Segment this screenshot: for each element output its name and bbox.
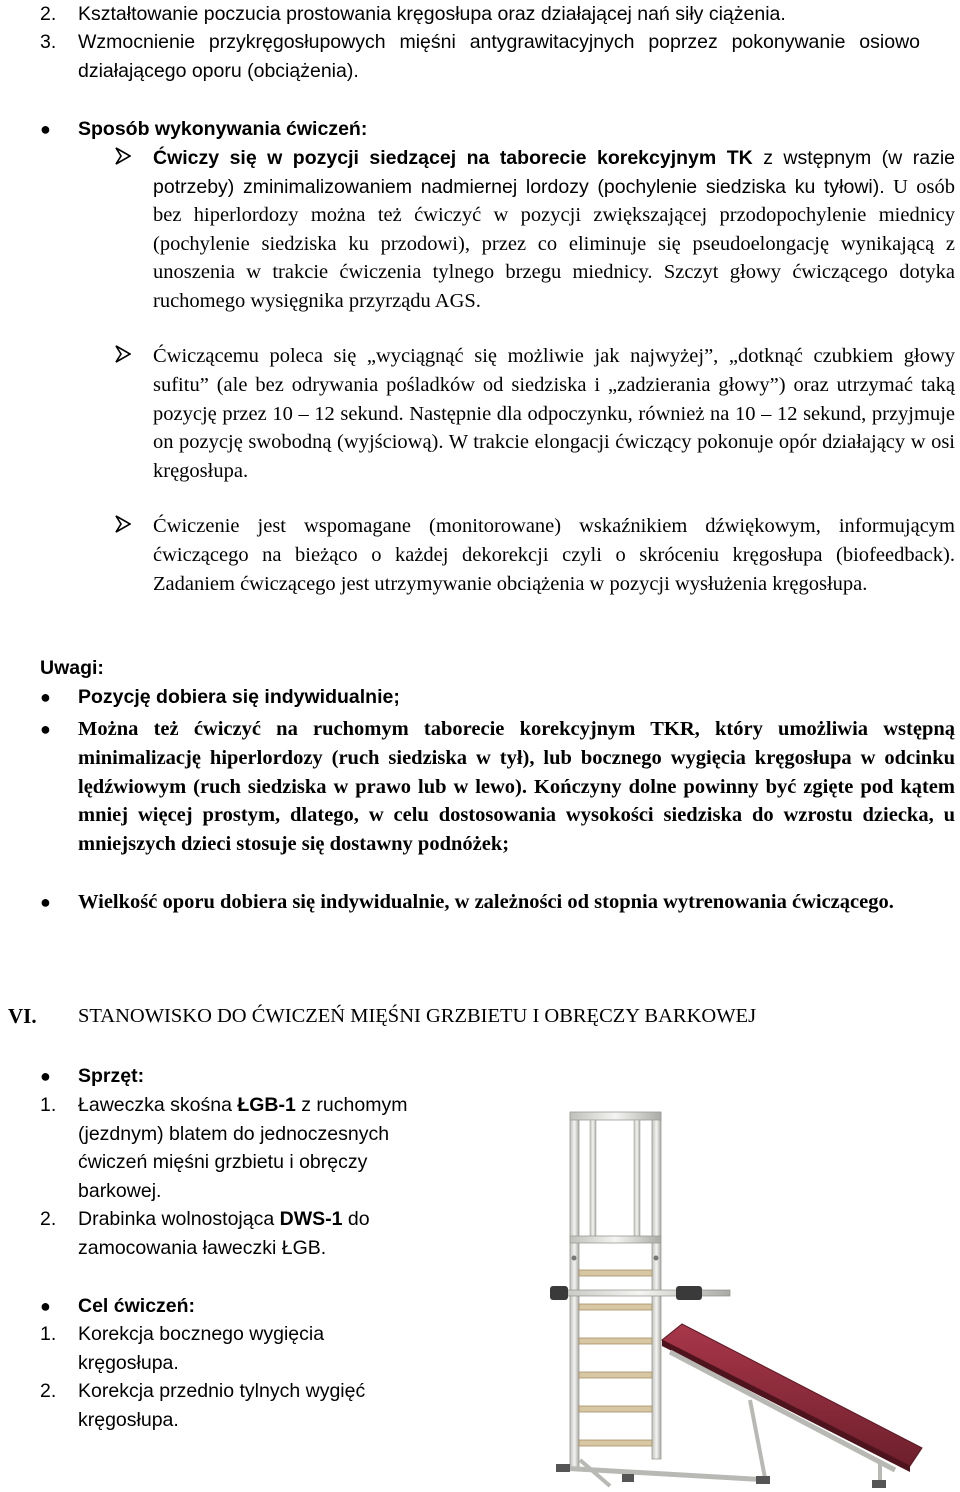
list-text: [78, 1091, 410, 1205]
list-number: 2.: [40, 1380, 57, 1402]
list-text: Wzmocnienie przykręgosłupowych mięśni antygrawitacyjnych poprzez pokonywanie osiowo działającego oporu (obciążenia).: [78, 31, 920, 82]
note-item-3: [40, 888, 955, 917]
notes-heading: Uwagi:: [40, 657, 104, 679]
eq-text-a: Ławeczka skośna: [78, 1094, 238, 1116]
step-text: [153, 144, 955, 316]
equipment-item-2: [40, 1205, 440, 1262]
grip-left: [550, 1286, 568, 1300]
step-text: [153, 512, 955, 598]
arrow-bullet-icon: [115, 515, 131, 533]
goals-heading: Cel ćwiczeń:: [78, 1295, 196, 1317]
grip-right: [676, 1286, 702, 1300]
eq-text-b: z ruchomym (jezdnym) blatem do jednoczesnych ćwiczeń mięśni grzbietu i obręczy barkowej.: [78, 1094, 408, 1202]
list-text: Korekcja przednio tylnych wygięć kręgosłupa.: [78, 1380, 366, 1431]
eq-text-a: Drabinka wolnostojąca: [78, 1208, 280, 1230]
handle-bar: [550, 1290, 730, 1296]
step-text-a: z wstępnym (w razie potrzeby) zminimalizowaniem nadmiernej lordozy (pochylenie siedziska ku tyłowi).: [153, 147, 955, 198]
eq-text-b: do zamocowania ławeczki ŁGB.: [78, 1208, 370, 1259]
goal-item-2: [40, 0, 920, 29]
step-text-a: Ćwiczącemu poleca się „wyciągnąć się możliwie jak najwyżej”, „dotknąć czubkiem głowy sufitu” (ale bez odrywania pośladków od siedziska i „zadzierania głowy”) oraz utrzymać taką pozycję przez 10 – 12 sekund. Następnie dla odpoczynku, również na 10 – 12 sekund, przyjmuje on pozycję swobodną (wyjściową).: [153, 345, 955, 454]
eq-model: ŁGB-1: [237, 1094, 296, 1116]
step-text-a: Ćwiczenie jest wspomagane (monitorowane) wskaźnikiem dźwiękowym, informującym ćwiczącego na bieżąco o każdej dekorekcji czyli o skróceniu kręgosłupa (biofeedback).: [153, 515, 955, 566]
bullet-icon: ●: [40, 1066, 51, 1086]
equipment-item-1: [40, 1091, 410, 1205]
note-item-2: [40, 715, 955, 859]
bullet-icon: ●: [40, 1296, 51, 1316]
goal-item-1: [40, 1320, 380, 1377]
step-text-b: W trakcie elongacji ćwiczący pokonuje opór działający w osi kręgosłupa.: [153, 431, 955, 483]
section-numeral: VI.: [8, 1004, 37, 1028]
equipment-heading: Sprzęt:: [78, 1065, 145, 1087]
ladder-top-bar: [570, 1112, 661, 1120]
step-text-c: Szczyt głowy ćwiczącego dotyka ruchomego wysięgnika przyrządu AGS.: [153, 261, 955, 312]
note-text: Pozycję dobiera się indywidualnie;: [78, 686, 400, 708]
list-text: [78, 1205, 440, 1262]
equipment-heading-item: [40, 1062, 460, 1091]
bench-frame: [670, 1352, 895, 1470]
bench-seat: [662, 1324, 922, 1466]
goal-item-2: [40, 1377, 440, 1434]
list-text: Korekcja bocznego wygięcia kręgosłupa.: [78, 1323, 325, 1374]
list-number: 2.: [40, 1208, 57, 1230]
list-text: Kształtowanie poczucia prostowania kręgosłupa oraz działającej nań siły ciążenia.: [78, 3, 786, 25]
bench-ladder-illustration: [550, 1108, 960, 1492]
list-number: 2.: [40, 3, 57, 25]
goal-item-3: [40, 28, 920, 85]
note-text: Wielkość oporu dobiera się indywidualnie, w zależności od stopnia wytrenowania ćwiczącego.: [78, 891, 894, 913]
method-step-3: [115, 512, 955, 598]
arrow-bullet-icon: [115, 345, 131, 363]
ladder-rungs: [579, 1270, 652, 1446]
step-text-b: U osób bez hiperlordozy można też ćwiczyć w pozycji zwiększającej przodopochylenie miednicy (pochylenie siedziska ku przodowi), przez co eliminuje się pseudoelongację wynikającą z unoszenia w trakcie ćwiczenia tylnego brzegu miednicy.: [153, 175, 955, 284]
list-number: 3.: [40, 31, 57, 53]
bullet-icon: ●: [40, 687, 51, 707]
goals-heading-item: [40, 1292, 460, 1321]
step-text: [153, 342, 955, 486]
step-bold: Ćwiczy się w pozycji siedzącej na taborecie korekcyjnym TK: [153, 147, 753, 169]
ladder-right-rail: [652, 1114, 661, 1459]
arrow-bullet-icon: [115, 147, 131, 165]
note-item-1: [40, 683, 955, 712]
note-text: Można też ćwiczyć na ruchomym taborecie korekcyjnym TKR, który umożliwia wstępną minimalizację hiperlordozy (ruch siedziska w tył), lub bocznego wygięcia kręgosłupa w odcinku lędźwiowym (ruch siedziska w prawo lub w lewo). Kończyny dolne powinny być zgięte pod kątem mniej więcej prostym, dlatego, w celu dostosowania wysokości siedziska do wzrostu dziecka, u mniejszych dzieci stosuje się dostawny podnóżek;: [78, 718, 955, 856]
method-step-1: [115, 144, 955, 316]
list-number: 1.: [40, 1323, 57, 1345]
section-title: STANOWISKO DO ĆWICZEŃ MIĘŚNI GRZBIETU I OBRĘCZY BARKOWEJ: [78, 1005, 757, 1027]
bullet-icon: ●: [40, 719, 51, 739]
bullet-icon: ●: [40, 892, 51, 912]
method-heading: Sposób wykonywania ćwiczeń:: [78, 118, 368, 140]
eq-model: DWS-1: [279, 1208, 343, 1230]
bullet-icon: ●: [40, 119, 51, 139]
step-text-b: Zadaniem ćwiczącego jest utrzymywanie obciążenia w pozycji wysłużenia kręgosłupa.: [153, 572, 868, 595]
list-number: 1.: [40, 1094, 57, 1116]
method-step-2: [115, 342, 955, 486]
method-heading-item: [40, 115, 920, 144]
